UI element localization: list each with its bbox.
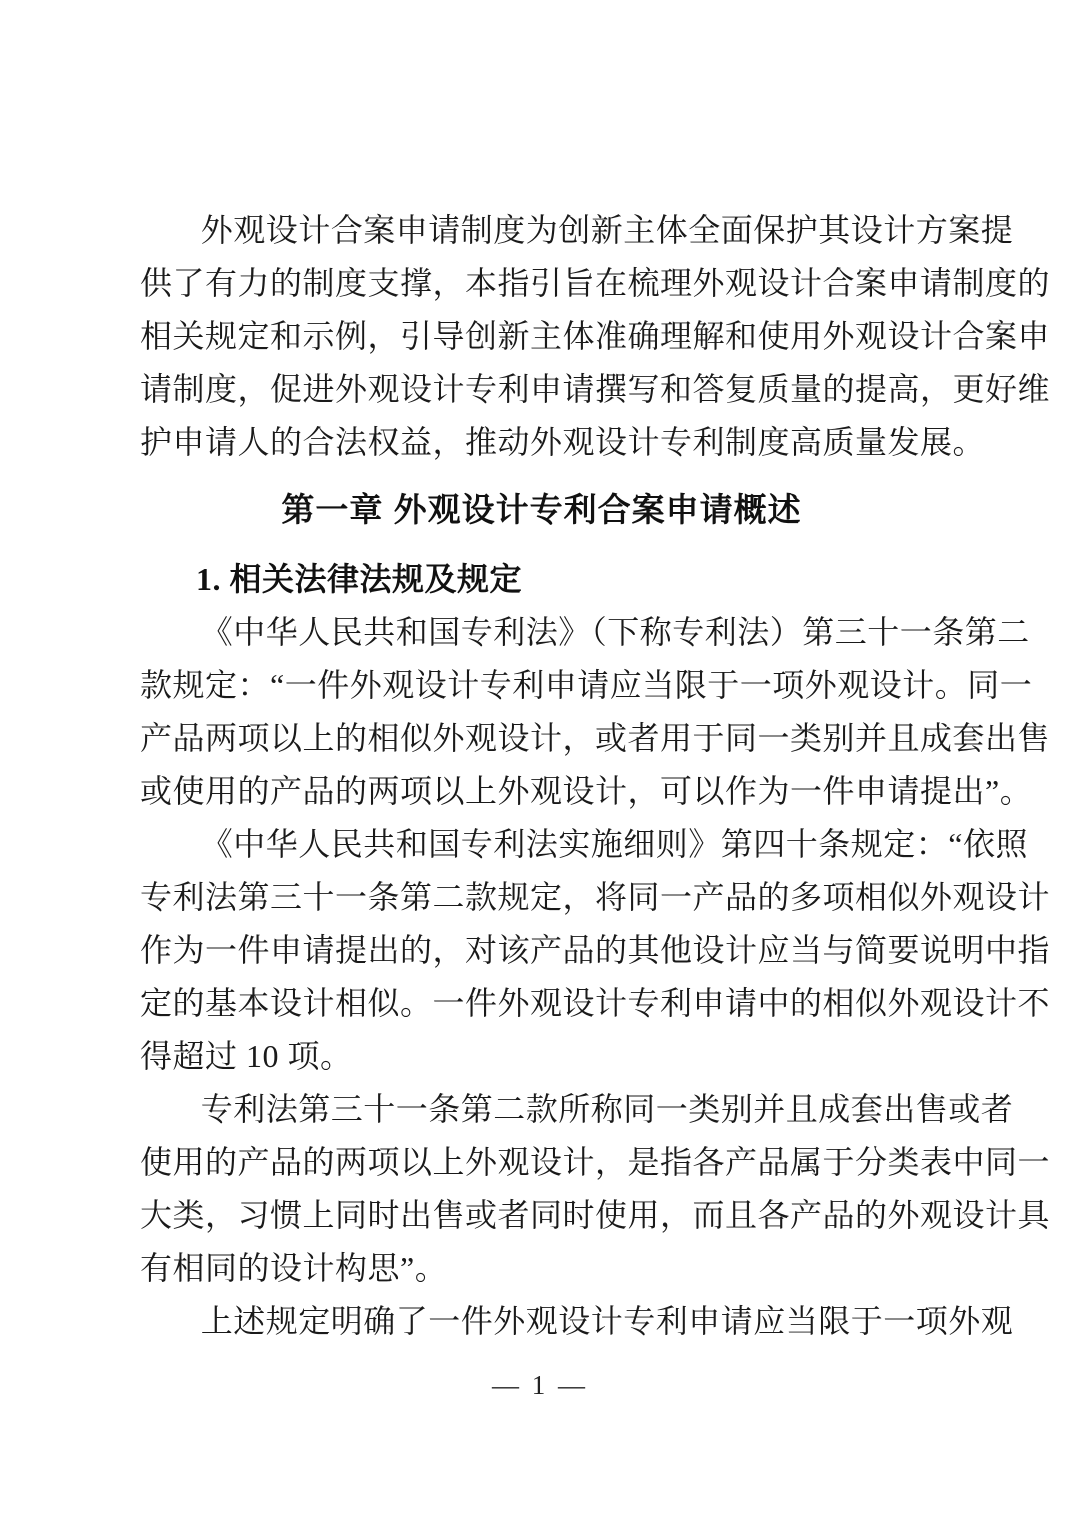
text-line: 得超过 10 项。	[140, 1038, 353, 1074]
text-line: 使用的产品的两项以上外观设计，是指各产品属于分类表中同一	[140, 1144, 1051, 1180]
text-line: 请制度，促进外观设计专利申请撰写和答复质量的提高，更好维	[140, 371, 1051, 407]
section-heading: 1. 相关法律法规及规定	[196, 561, 523, 597]
text-line: 款规定：“一件外观设计专利申请应当限于一项外观设计。同一	[140, 667, 1033, 703]
paragraph	[140, 1083, 1051, 1295]
paragraph	[140, 204, 1051, 469]
page-footer	[0, 1368, 1080, 1402]
chapter-heading: 第一章 外观设计专利合案申请概述	[281, 491, 802, 528]
text-line: 《中华人民共和国专利法》（下称专利法）第三十一条第二	[200, 614, 1030, 650]
paragraph	[140, 606, 1051, 818]
text-line: 定的基本设计相似。一件外观设计专利申请中的相似外观设计不	[140, 985, 1051, 1021]
text-line: 产品两项以上的相似外观设计，或者用于同一类别并且成套出售	[140, 720, 1051, 756]
document-content	[140, 204, 1051, 1348]
text-line: 上述规定明确了一件外观设计专利申请应当限于一项外观	[200, 1303, 1014, 1339]
text-line: 大类，习惯上同时出售或者同时使用，而且各产品的外观设计具	[140, 1197, 1051, 1233]
text-line: 专利法第三十一条第二款所称同一类别并且成套出售或者	[200, 1091, 1014, 1127]
page-number: — 1 —	[492, 1370, 588, 1400]
text-line: 相关规定和示例，引导创新主体准确理解和使用外观设计合案申	[140, 318, 1051, 354]
text-line: 或使用的产品的两项以上外观设计，可以作为一件申请提出”。	[140, 773, 1033, 809]
text-line: 供了有力的制度支撑，本指引旨在梳理外观设计合案申请制度的	[140, 265, 1051, 301]
paragraph	[140, 818, 1051, 1083]
text-line: 专利法第三十一条第二款规定，将同一产品的多项相似外观设计	[140, 879, 1051, 915]
paragraph	[140, 1295, 1014, 1348]
text-line: 护申请人的合法权益，推动外观设计专利制度高质量发展。	[140, 424, 986, 460]
text-line: 外观设计合案申请制度为创新主体全面保护其设计方案提	[200, 212, 1014, 248]
text-line: 作为一件申请提出的，对该产品的其他设计应当与简要说明中指	[140, 932, 1051, 968]
text-line: 《中华人民共和国专利法实施细则》第四十条规定：“依照	[200, 826, 1029, 862]
text-line: 有相同的设计构思”。	[140, 1250, 448, 1286]
